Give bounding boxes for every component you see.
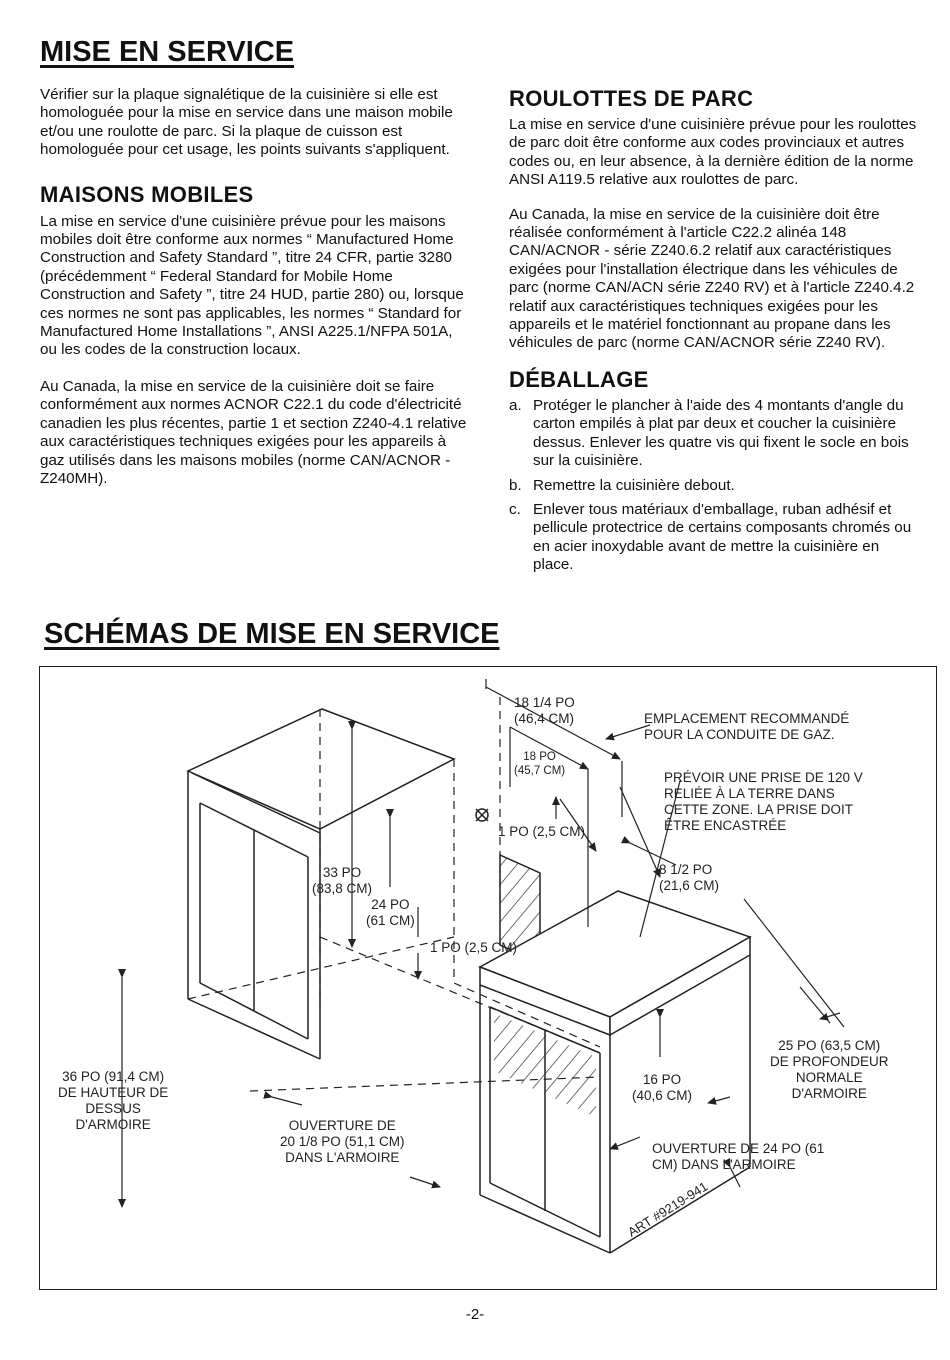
maisons-mobiles-paragraph-2: Au Canada, la mise en service de la cuisinière doit se faire conformément aux normes ACNOR C22.1 du code d'électricité canadien les plus récentes, partie 1 et section Z240-4.1 relative aux caractéristiques techniques exigées pour les appareils à gaz utilisés dans les maisons mobiles (norme CAN/ACNOR - Z240MH). — [40, 377, 467, 487]
height-33-label: 33 PO (83,8 CM) — [312, 865, 373, 896]
deballage-list — [509, 397, 919, 575]
one-inch-label-a: 1 PO (2,5 CM) — [498, 824, 586, 839]
list-item: c. Enlever tous matériaux d'emballage, ruban adhésif et pellicule protectrice de certains composants chromés ou en acier inoxydable avant de mettre la cuisinière en place. — [509, 500, 912, 574]
roulottes-paragraph-2: Au Canada, la mise en service de la cuisinière doit être réalisée conformément à l'article C22.2 alinéa 148 CAN/ACNOR - série Z240.6.2 relatif aux caractéristiques exigées pour l'installation électrique dans les véhicules de parc (norme CAN/ACN série Z240 RV) et à l'article Z240.4.2 relatif aux caractéristiques techniques exigées pour les appareils et le matériel fonctionnant au propane dans les véhicules de parc (norme CAN/ACNOR série Z240 RV). — [509, 205, 915, 352]
list-item: a. Protéger le plancher à l'aide des 4 montants d'angle du carton empilés à plat par deux et coucher la cuisinière dessus. Enlever les quatre vis qui fixent le socle en bois sur la cuisinière. — [509, 396, 909, 470]
gas-location-label: EMPLACEMENT RECOMMANDÉ POUR LA CONDUITE DE GAZ. — [644, 711, 850, 742]
roulottes-paragraph-1: La mise en service d'une cuisinière prévue pour les roulottes de parc doit être conforme aux codes provinciaux et autres codes ou, en leur absence, à la dernière édition de la norme ANSI A119.5 relative aux roulottes de parc. — [509, 116, 917, 189]
roulottes-heading: ROULOTTES DE PARC — [509, 86, 754, 111]
right-column — [509, 86, 919, 581]
intro-paragraph: Vérifier sur la plaque signalétique de la cuisinière si elle est homologuée pour la mise en service dans une maison mobile et/ou une roulotte de parc. Si la plaque de cuisson est homologuée pour cet usage, les points suivants s'appliquent. — [40, 86, 453, 159]
height-24-label: 24 PO (61 CM) — [366, 897, 415, 928]
width-18-label: 18 1/4 PO (46,4 CM) — [514, 695, 575, 726]
right-range — [480, 891, 750, 1253]
one-inch-label-b: 1 PO (2,5 CM) — [430, 940, 518, 955]
depth-25-label: 25 PO (63,5 CM) DE PROFONDEUR NORMALE D'ARMOIRE — [770, 1038, 889, 1101]
deballage-heading: DÉBALLAGE — [509, 366, 649, 392]
depth-8-label: 8 1/2 PO (21,6 CM) — [659, 862, 720, 893]
page-number: -2- — [465, 1306, 485, 1323]
maisons-mobiles-paragraph-1: La mise en service d'une cuisinière prévue pour les maisons mobiles doit être conforme aux normes “ Manufactured Home Construction and Safety Standard ”, titre 24 CFR, partie 3280 (précédemment “ Federal Standard for Mobile Home Construction and Safety ”, titre 24 HUD, partie 280) ou, lorsque ces normes ne sont pas applicables, les normes “ Standard for Manufactured Home Installations ”, ANSI A225.1/NFPA 501A, ou les codes de la construction locaux. — [40, 212, 464, 359]
opening-20-label: OUVERTURE DE 20 1/8 PO (51,1 CM) DANS L'ARMOIRE — [280, 1118, 405, 1165]
left-column — [40, 86, 470, 488]
page-title: MISE EN SERVICE — [40, 36, 295, 68]
maisons-mobiles-heading: MAISONS MOBILES — [40, 181, 254, 207]
schemas-title: SCHÉMAS DE MISE EN SERVICE — [44, 618, 500, 650]
opening-24-label: OUVERTURE DE 24 PO (61 CM) DANS L'ARMOIRE — [652, 1141, 825, 1172]
height-16-label: 16 PO (40,6 CM) — [632, 1072, 693, 1103]
height-36-label: 36 PO (91,4 CM) DE HAUTEUR DE DESSUS D'ARMOIRE — [58, 1069, 169, 1132]
width-18b-label: 18 PO (45,7 CM) — [514, 751, 566, 777]
list-item: b. Remettre la cuisinière debout. — [509, 476, 735, 494]
installation-diagram — [39, 666, 937, 1290]
diagram-drawing — [40, 667, 936, 1289]
art-number: ART #9219-941 — [625, 1178, 711, 1240]
outlet-label: PRÉVOIR UNE PRISE DE 120 V RELIÉE À LA TERRE DANS CETTE ZONE. LA PRISE DOIT ÊTRE ENCASTRÉE — [664, 770, 863, 833]
